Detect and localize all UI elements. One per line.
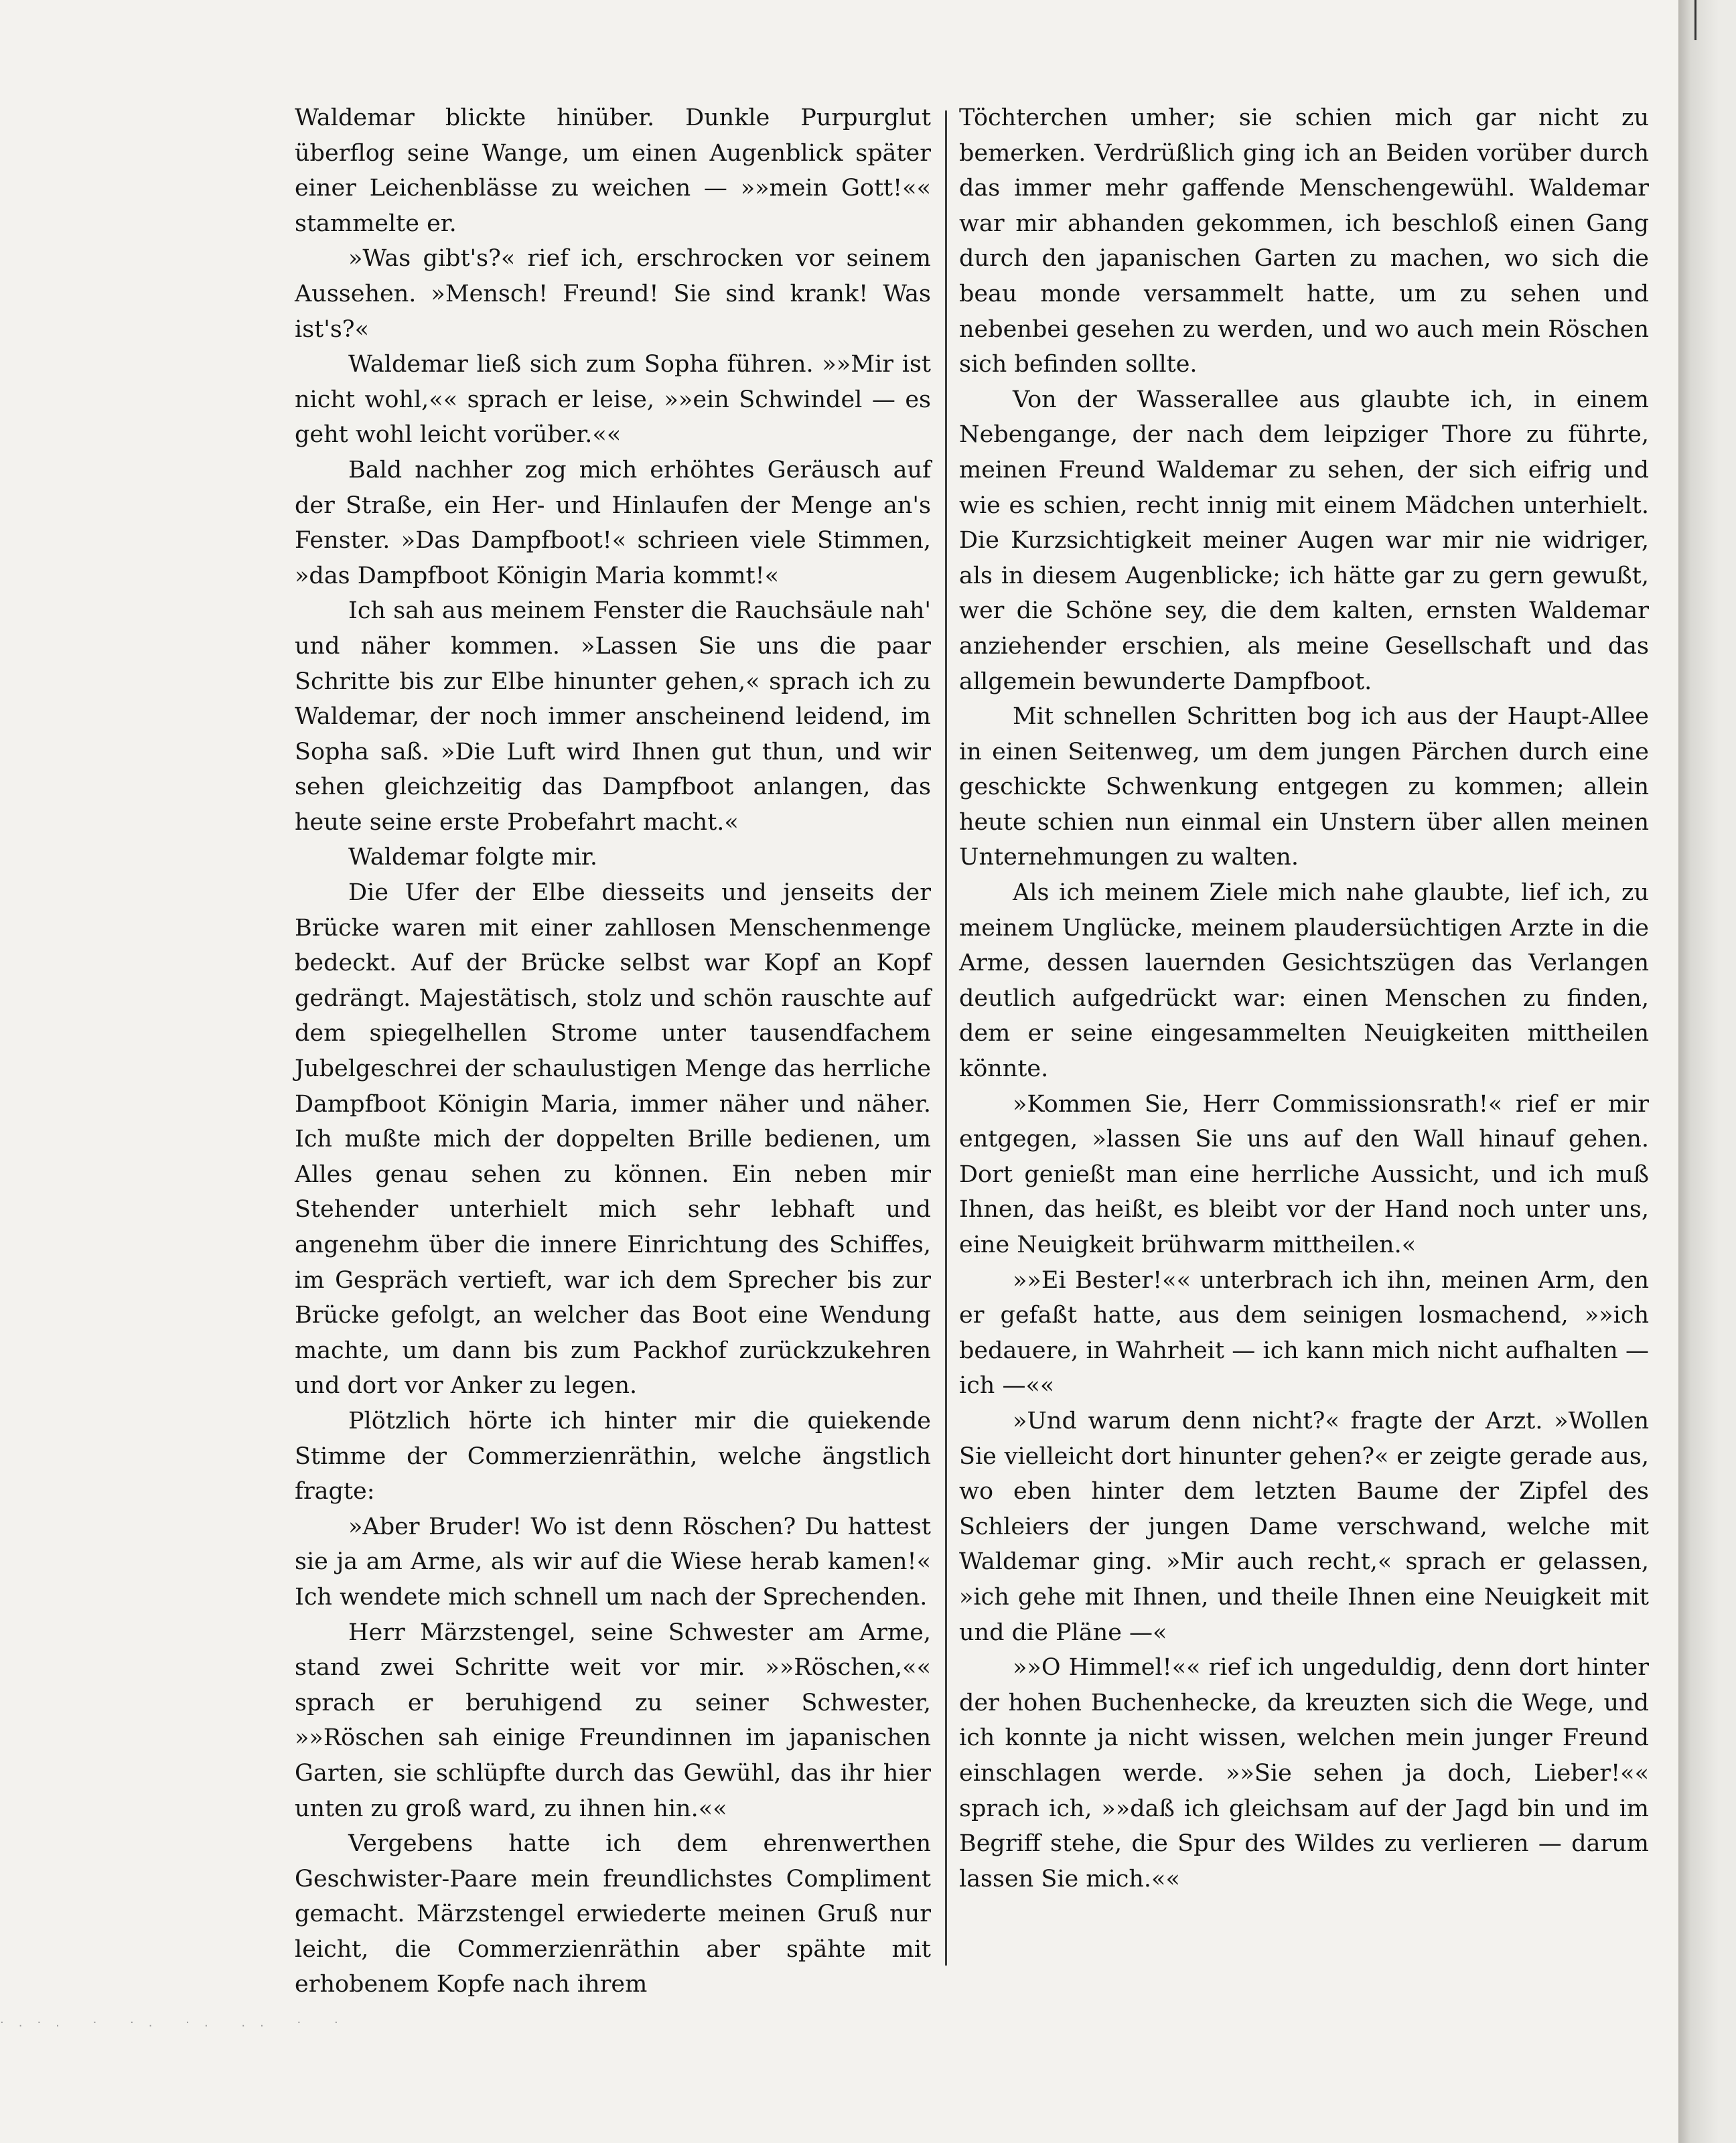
scan-specks: ·.·. · ·. ·. .. · · [0,2016,353,2030]
paragraph: »Und warum denn nicht?« fragte der Arzt. »Wollen Sie vielleicht dort hinunter gehen?« er zeigte gerade aus, wo eben hinter dem letzten Baume der Zipfel des Schleiers der jungen Dame verschwand, welche mit Waldemar ging. »Mir auch recht,« sprach er gelassen, »ich gehe mit Ihnen, und theile Ihnen eine Neuigkeit mit und die Pläne —« [959,1407,1649,1646]
paragraph: Waldemar blickte hinüber. Dunkle Purpurglut überflog seine Wange, um einen Augenblick später einer Leichenblässe zu weichen — »»mein Gott!«« stammelte er. [295,104,931,237]
paragraph: Waldemar folgte mir. [348,844,597,871]
paragraph: Mit schnellen Schritten bog ich aus der Haupt-Allee in einen Seitenweg, um dem jungen Pärchen durch eine geschickte Schwenkung entgegen zu kommen; allein heute schien nun einmal ein Unstern über allen meinen Unternehmungen zu walten. [959,703,1649,871]
paragraph: Herr Märzstengel, seine Schwester am Arme, stand zwei Schritte weit vor mir. »»Röschen,«« sprach er beruhigend zu seiner Schwester, »»Röschen sah einige Freundinnen im japanischen Garten, sie schlüpfte durch das Gewühl, das ihr hier unten zu groß ward, zu ihnen hin.«« [295,1619,931,1822]
column-divider [945,110,947,1966]
paragraph: Vergebens hatte ich dem ehrenwerthen Geschwister-Paare mein freundlichstes Compliment gemacht. Märzstengel erwiederte meinen Gruß nur leicht, die Commerzienräthin aber spähte mit erhobenem Kopfe nach ihrem [295,1830,931,1998]
scan-mark [1694,0,1696,40]
paragraph: »Kommen Sie, Herr Commissionsrath!« rief er mir entgegen, »lassen Sie uns auf den Wall hinauf gehen. Dort genießt man eine herrliche Aussicht, und ich muß Ihnen, das heißt, es bleibt vor der Hand noch unter uns, eine Neuigkeit brühwarm mittheilen.« [959,1090,1649,1258]
right-text-column [959,100,1649,1897]
paragraph: Töchterchen umher; sie schien mich gar nicht zu bemerken. Verdrüßlich ging ich an Beiden vorüber durch das immer mehr gaffende Menschengewühl. Waldemar war mir abhanden gekommen, ich beschloß einen Gang durch den japanischen Garten zu machen, wo sich die beau monde versammelt hatte, um zu sehen und nebenbei gesehen zu werden, und wo auch mein Röschen sich befinden sollte. [959,104,1649,378]
paragraph: Als ich meinem Ziele mich nahe glaubte, lief ich, zu meinem Unglücke, meinem plaudersüchtigen Arzte in die Arme, dessen lauernden Gesichtszügen das Verlangen deutlich aufgedrückt war: einen Menschen zu finden, dem er seine eingesammelten Neuigkeiten mittheilen könnte. [959,879,1649,1083]
paragraph: »Aber Bruder! Wo ist denn Röschen? Du hattest sie ja am Arme, als wir auf die Wiese herab kamen!« Ich wendete mich schnell um nach der Sprechenden. [295,1513,931,1611]
paragraph: Plötzlich hörte ich hinter mir die quiekende Stimme der Commerzienräthin, welche ängstlich fragte: [295,1407,931,1505]
paragraph: Die Ufer der Elbe diesseits und jenseits der Brücke waren mit einer zahllosen Menschenmenge bedeckt. Auf der Brücke selbst war Kopf an Kopf gedrängt. Majestätisch, stolz und schön rauschte auf dem spiegelhellen Strome unter tausendfachem Jubelgeschrei der schaulustigen Menge das herrliche Dampfboot Königin Maria, immer näher und näher. Ich mußte mich der doppelten Brille bedienen, um Alles genau sehen zu können. Ein neben mir Stehender unterhielt mich sehr lebhaft und angenehm über die innere Einrichtung des Schiffes, im Gespräch vertieft, war ich dem Sprecher bis zur Brücke gefolgt, an welcher das Boot eine Wendung machte, um dann bis zum Packhof zurückzukehren und dort vor Anker zu legen. [295,879,931,1400]
paragraph: »Was gibt's?« rief ich, erschrocken vor seinem Aussehen. »Mensch! Freund! Sie sind krank! Was ist's?« [295,245,931,343]
paragraph: Ich sah aus meinem Fenster die Rauchsäule nah' und näher kommen. »Lassen Sie uns die paar Schritte bis zur Elbe hinunter gehen,« sprach ich zu Waldemar, der noch immer anscheinend leidend, im Sopha saß. »Die Luft wird Ihnen gut thun, und wir sehen gleichzeitig das Dampfboot anlangen, das heute seine erste Probefahrt macht.« [295,597,931,836]
paragraph: Waldemar ließ sich zum Sopha führen. »»Mir ist nicht wohl,«« sprach er leise, »»ein Schwindel — es geht wohl leicht vorüber.«« [295,351,931,449]
paragraph: Bald nachher zog mich erhöhtes Geräusch auf der Straße, ein Her- und Hinlaufen der Menge an's Fenster. »Das Dampfboot!« schrieen viele Stimmen, »das Dampfboot Königin Maria kommt!« [295,456,931,589]
left-text-column [295,100,931,2002]
paragraph: Von der Wasserallee aus glaubte ich, in einem Nebengange, der nach dem leipziger Thore zu führte, meinen Freund Waldemar zu sehen, der sich eifrig und wie es schien, recht innig mit einem Mädchen unterhielt. Die Kurzsichtigkeit meiner Augen war mir nie widriger, als in diesem Augenblicke; ich hätte gar zu gern gewußt, wer die Schöne sey, die dem kalten, ernsten Waldemar anziehender erschien, als meine Gesellschaft und das allgemein bewunderte Dampfboot. [959,386,1649,695]
paragraph: »»O Himmel!«« rief ich ungeduldig, denn dort hinter der hohen Buchenhecke, da kreuzten sich die Wege, und ich konnte ja nicht wissen, welchen mein junger Freund einschlagen werde. »»Sie sehen ja doch, Lieber!«« sprach ich, »»daß ich gleichsam auf der Jagd bin und im Begriff stehe, die Spur des Wildes zu verlieren — darum lassen Sie mich.«« [959,1654,1649,1893]
page-edge-shadow [1678,0,1736,2143]
paragraph: »»Ei Bester!«« unterbrach ich ihn, meinen Arm, den er gefaßt hatte, aus dem seinigen losmachend, »»ich bedauere, in Wahrheit — ich kann mich nicht aufhalten — ich —«« [959,1266,1649,1400]
